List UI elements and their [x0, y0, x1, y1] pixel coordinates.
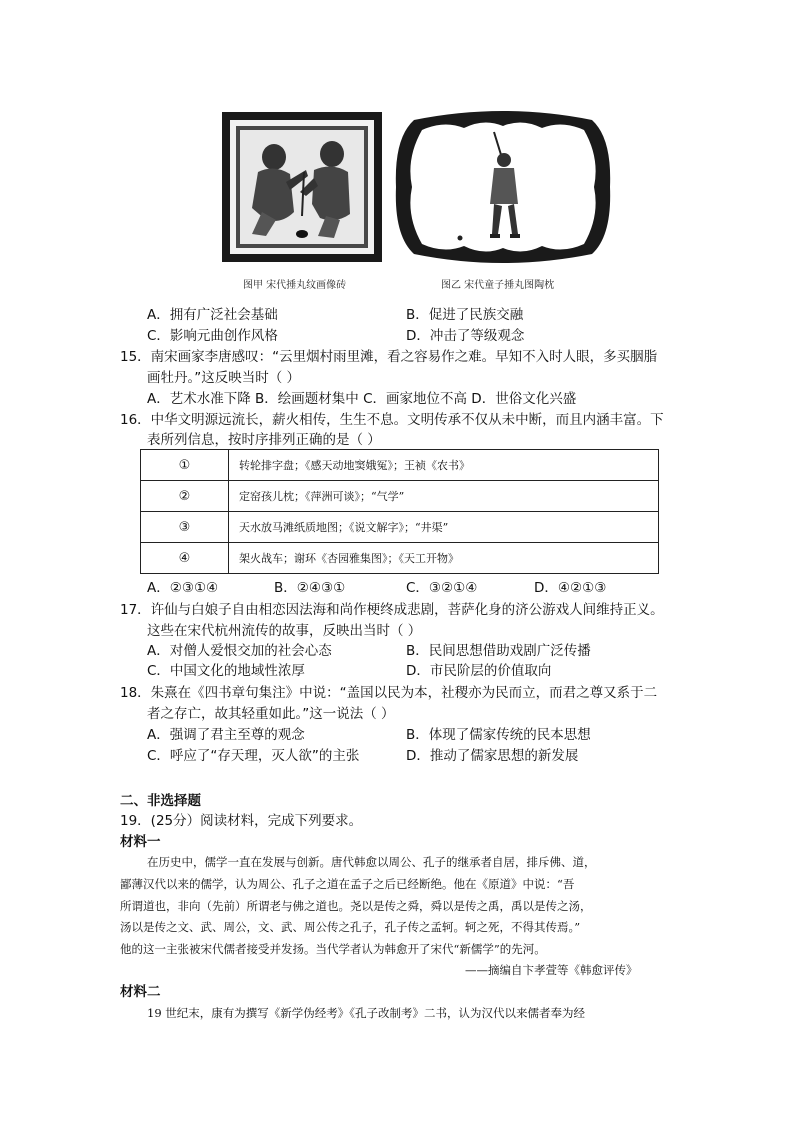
row-number: ② [141, 481, 229, 512]
q17-option-a: A．对僧人爱恨交加的社会心态 [147, 643, 332, 659]
q17-option-c: C．中国文化的地域性浓厚 [147, 663, 305, 679]
row-text: 转轮排字盘；《感天动地窦娥冤》；王祯《农书》 [229, 450, 659, 481]
figure-a-caption: 图甲 宋代捶丸纹画像砖 [243, 280, 347, 291]
q19-stem: 19．(25分）阅读材料，完成下列要求。 [120, 813, 363, 829]
material-1-line: 所谓道也，非向（先前）所谓老与佛之道也。尧以是传之舜，舜以是传之禹，禹以是传之汤， [120, 899, 592, 913]
q14-option-d: D．冲击了等级观念 [406, 328, 525, 344]
material-1-line: 在历史中，儒学一直在发展与创新。唐代韩愈以周公、孔子的继承者自居，排斥佛、道， [147, 855, 596, 869]
q15-options: A．艺术水准下降 B．绘画题材集中 C．画家地位不高 D．世俗文化兴盛 [147, 391, 577, 407]
brick-relief-image [222, 112, 382, 262]
q18-option-b: B．体现了儒家传统的民本思想 [406, 727, 591, 743]
table-row [141, 481, 659, 512]
row-text: 天水放马滩纸质地图；《说文解字》；“井渠” [229, 512, 659, 543]
q14-option-a: A．拥有广泛社会基础 [147, 307, 278, 323]
row-text: 架火战车；谢环《杏园雅集图》；《天工开物》 [229, 543, 659, 574]
section-title: 二、非选择题 [120, 793, 201, 809]
q16-info-table [140, 449, 659, 574]
q14-option-c: C．影响元曲创作风格 [147, 328, 278, 344]
material-1-source: ——摘编自卞孝萱等《韩愈评传》 [465, 963, 638, 977]
q16-option-a: A．②③①④ [147, 580, 219, 596]
q18-option-d: D．推动了儒家思想的新发展 [406, 748, 579, 764]
table-row [141, 543, 659, 574]
row-number: ① [141, 450, 229, 481]
q16-stem-line1: 16．中华文明源远流长，薪火相传，生生不息。文明传承不仅从未中断，而且内涵丰富。下 [120, 412, 664, 428]
q17-stem-line2: 这些在宋代杭州流传的故事，反映出当时（ ） [147, 623, 422, 639]
q15-stem-line1: 15．南宋画家李唐感叹：“云里烟村雨里滩，看之容易作之难。早知不入时人眼，多买胭脂 [120, 349, 658, 365]
q15-stem-line2: 画牡丹。”这反映当时（ ） [147, 370, 301, 386]
q18-stem-line1: 18．朱熹在《四书章句集注》中说：“盖国以民为本，社稷亦为民而立，而君之尊又系于二 [120, 685, 658, 701]
q16-option-d: D．④②①③ [534, 580, 607, 596]
figure-b-caption: 图乙 宋代童子捶丸图陶枕 [441, 280, 555, 291]
q17-option-b: B．民间思想借助戏剧广泛传播 [406, 643, 591, 659]
q16-option-c: C．③②①④ [406, 580, 478, 596]
row-text: 定窑孩儿枕；《萍洲可谈》；“气学” [229, 481, 659, 512]
q16-stem-line2: 表所列信息，按时序排列正确的是（ ） [147, 432, 381, 448]
table-row [141, 450, 659, 481]
material-2-title: 材料二 [120, 984, 161, 1000]
q14-option-b: B．促进了民族交融 [406, 307, 524, 323]
q18-option-c: C．呼应了“存天理，灭人欲”的主张 [147, 748, 360, 764]
q17-stem-line1: 17．许仙与白娘子自由相恋因法海和尚作梗终成悲剧，菩萨化身的济公游戏人间维持正义。 [120, 602, 664, 618]
material-1-line: 鄙薄汉代以来的儒学，认为周公、孔子之道在孟子之后已经断绝。他在《原道》中说：“吾 [120, 877, 575, 891]
table-row [141, 512, 659, 543]
material-2-line: 19 世纪末，康有为撰写《新学伪经考》《孔子改制考》二书，认为汉代以来儒者奉为经 [147, 1006, 586, 1020]
q18-stem-line2: 者之存亡，故其轻重如此。”这一说法（ ） [147, 706, 395, 722]
q17-option-d: D．市民阶层的价值取向 [406, 663, 552, 679]
q18-option-a: A．强调了君主至尊的观念 [147, 727, 305, 743]
row-number: ③ [141, 512, 229, 543]
ceramic-pillow-image [394, 108, 612, 266]
material-1-line: 他的这一主张被宋代儒者接受并发扬。当代学者认为韩愈开了宋代“新儒学”的先河。 [120, 942, 546, 956]
material-1-title: 材料一 [120, 834, 161, 850]
row-number: ④ [141, 543, 229, 574]
material-1-line: 汤以是传之文、武、周公，文、武、周公传之孔子，孔子传之孟轲。轲之死，不得其传焉。” [120, 920, 581, 934]
q16-option-b: B．②④③① [274, 580, 346, 596]
